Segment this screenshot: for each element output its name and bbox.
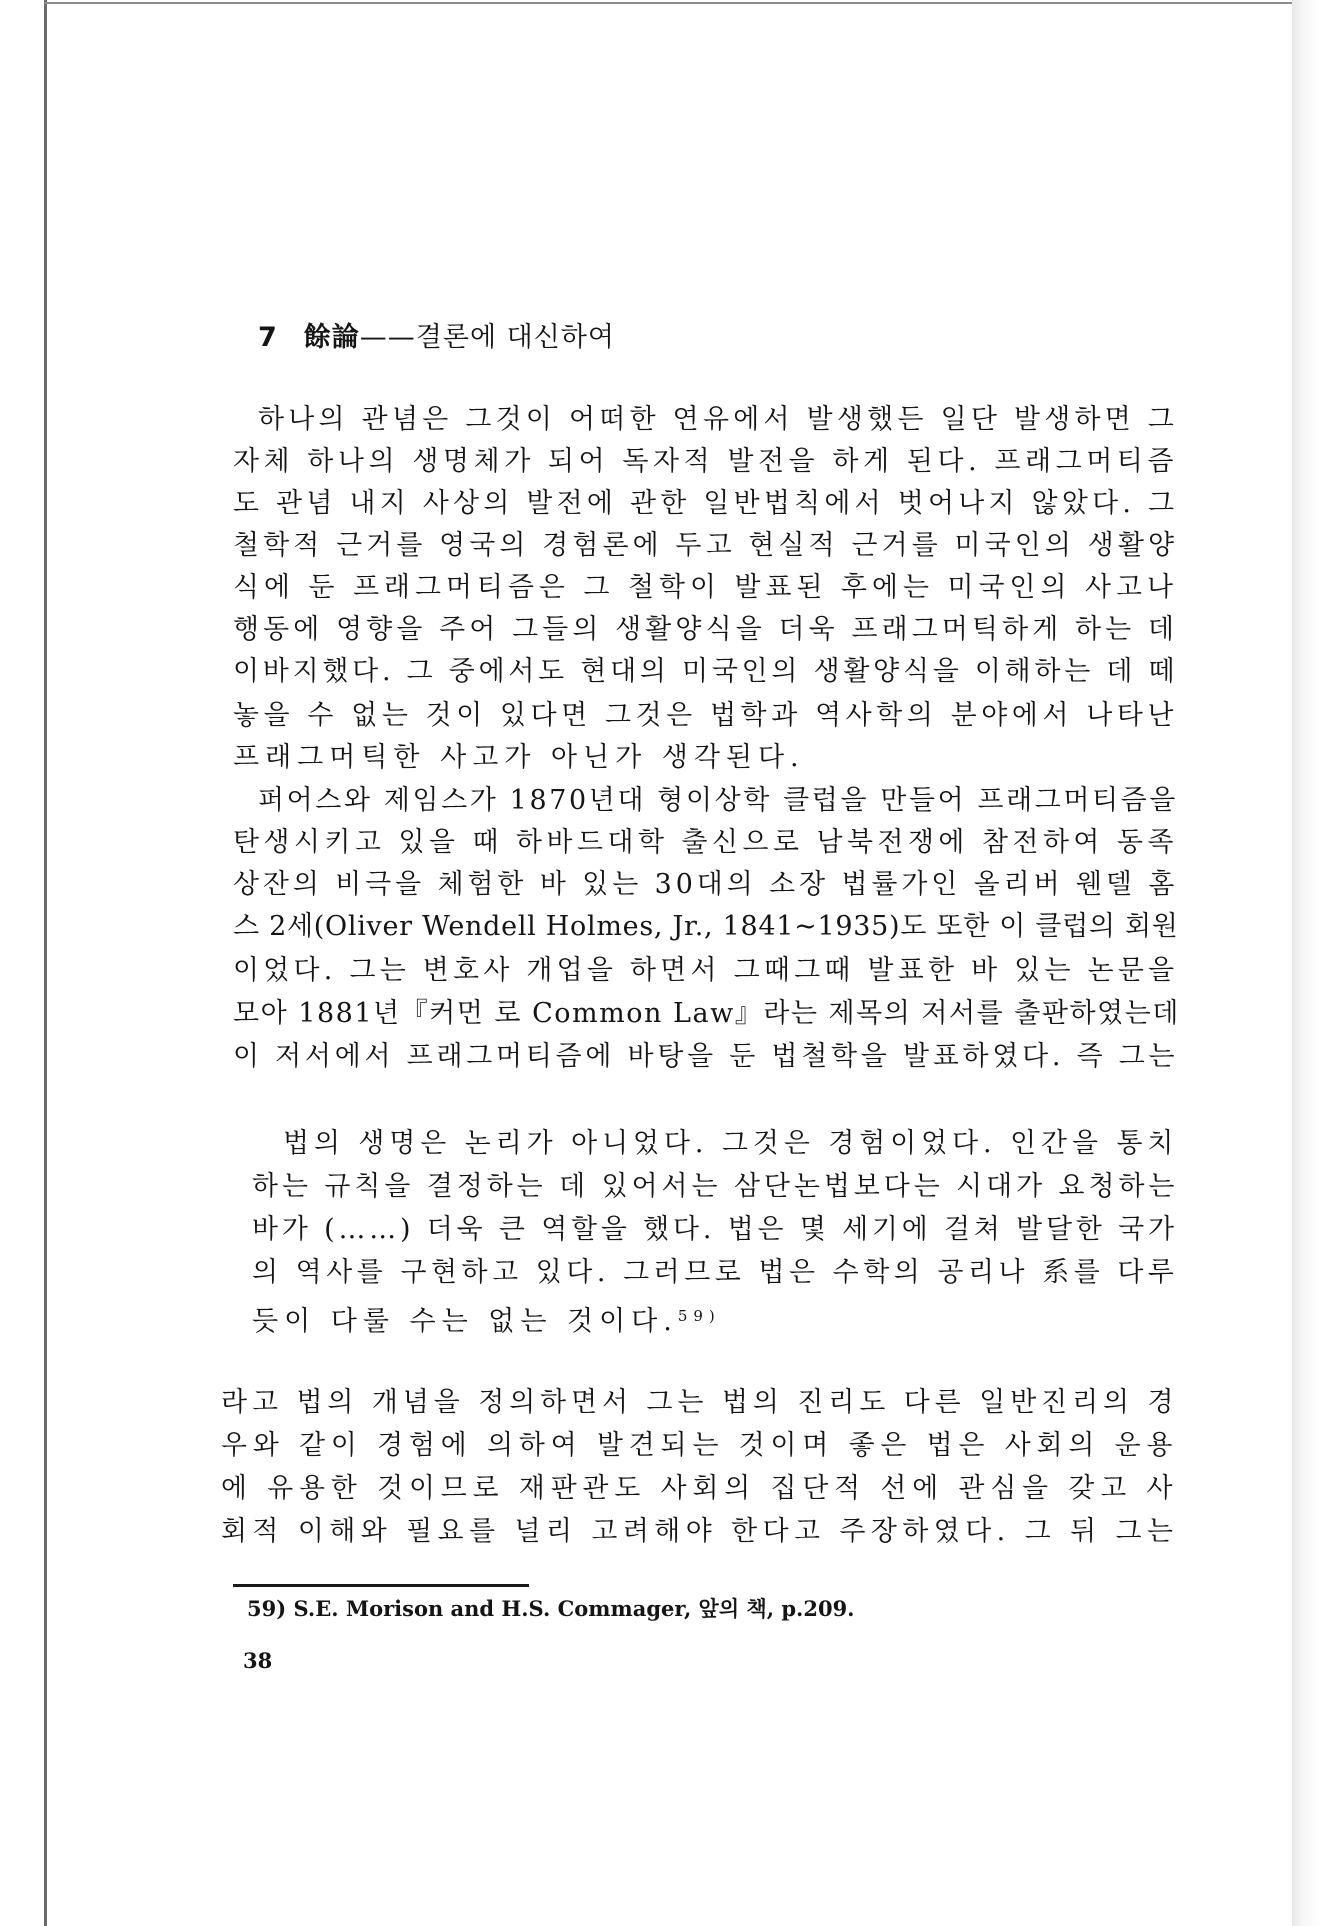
quote-line: 의 역사를 구현하고 있다. 그러므로 법은 수학의 공리나 系를 다루 [252,1257,1179,1288]
text-line: 놓을 수 없는 것이 있다면 그것은 법학과 역사학의 분야에서 나타난 [233,700,1179,731]
footnote-divider [233,1584,529,1587]
section-number: 7 [258,322,278,353]
text-line: 퍼어스와 제임스가 1870년대 형이상학 클럽을 만들어 프래그머티즘을 [258,785,1179,816]
page-number: 38 [243,1648,273,1673]
section-title: 餘論 [303,322,360,353]
footnote: 59) S.E. Morison and H.S. Commager, 앞의 책, p.209. [247,1596,855,1621]
quote-line: 하는 규칙을 결정하는 데 있어서는 삼단논법보다는 시대가 요청하는 [252,1171,1179,1202]
text-line: 철학적 근거를 영국의 경험론에 두고 현실적 근거를 미국인의 생활양 [233,530,1179,561]
text-line: 하나의 관념은 그것이 어떠한 연유에서 발생했든 일단 발생하면 그 [258,404,1179,435]
text-line: 에 유용한 것이므로 재판관도 사회의 집단적 선에 관심을 갖고 사 [221,1473,1179,1504]
text-line: 탄생시키고 있을 때 하바드대학 출신으로 남북전쟁에 참전하여 동족 [233,827,1178,858]
quote-line: 법의 생명은 논리가 아니었다. 그것은 경험이었다. 인간을 통치 [283,1128,1179,1159]
text-line: 프래그머틱한 사고가 아닌가 생각된다. [233,742,805,773]
text-line: 우와 같이 경험에 의하여 발견되는 것이며 좋은 법은 사회의 운용 [221,1430,1179,1461]
scan-border-right [1292,0,1320,1926]
text-line: 도 관념 내지 사상의 발전에 관한 일반법칙에서 벗어나지 않았다. 그 [233,488,1179,519]
text-line: 스 2세(Oliver Wendell Holmes, Jr., 1841~1935)도 또한 이 클럽의 회원 [233,911,1179,942]
section-subtitle: ——결론에 대신하여 [359,322,615,353]
quote-line [252,1296,721,1342]
scan-border-left [44,0,47,1926]
footnote-reference: 59) [677,1307,721,1325]
text-line: 행동에 영향을 주어 그들의 생활양식을 더욱 프래그머틱하게 하는 데 [233,614,1179,645]
section-heading [258,315,615,354]
text-line: 식에 둔 프래그머티즘은 그 철학이 발표된 후에는 미국인의 사고나 [233,572,1178,603]
text-line: 상잔의 비극을 체험한 바 있는 30대의 소장 법률가인 올리버 웬델 홈 [233,869,1179,900]
text-line: 이바지했다. 그 중에서도 현대의 미국인의 생활양식을 이해하는 데 떼 [233,656,1179,687]
text-line: 회적 이해와 필요를 널리 고려해야 한다고 주장하였다. 그 뒤 그는 [221,1516,1179,1547]
text-line: 모아 1881년『커먼 로 Common Law』라는 제목의 저서를 출판하였는데 [233,998,1180,1029]
text-line: 자체 하나의 생명체가 되어 독자적 발전을 하게 된다. 프래그머티즘 [233,446,1179,477]
text-line: 이 저서에서 프래그머티즘에 바탕을 둔 법철학을 발표하였다. 즉 그는 [233,1041,1179,1072]
text-line: 라고 법의 개념을 정의하면서 그는 법의 진리도 다른 일반진리의 경 [221,1387,1179,1418]
quote-line-text: 듯이 다룰 수는 없는 것이다. [252,1306,678,1337]
quote-line: 바가 (……) 더욱 큰 역할을 했다. 법은 몇 세기에 걸쳐 발달한 국가 [252,1214,1178,1245]
text-line: 이었다. 그는 변호사 개업을 하면서 그때그때 발표한 바 있는 논문을 [233,955,1179,986]
scan-border-top [44,2,1294,4]
